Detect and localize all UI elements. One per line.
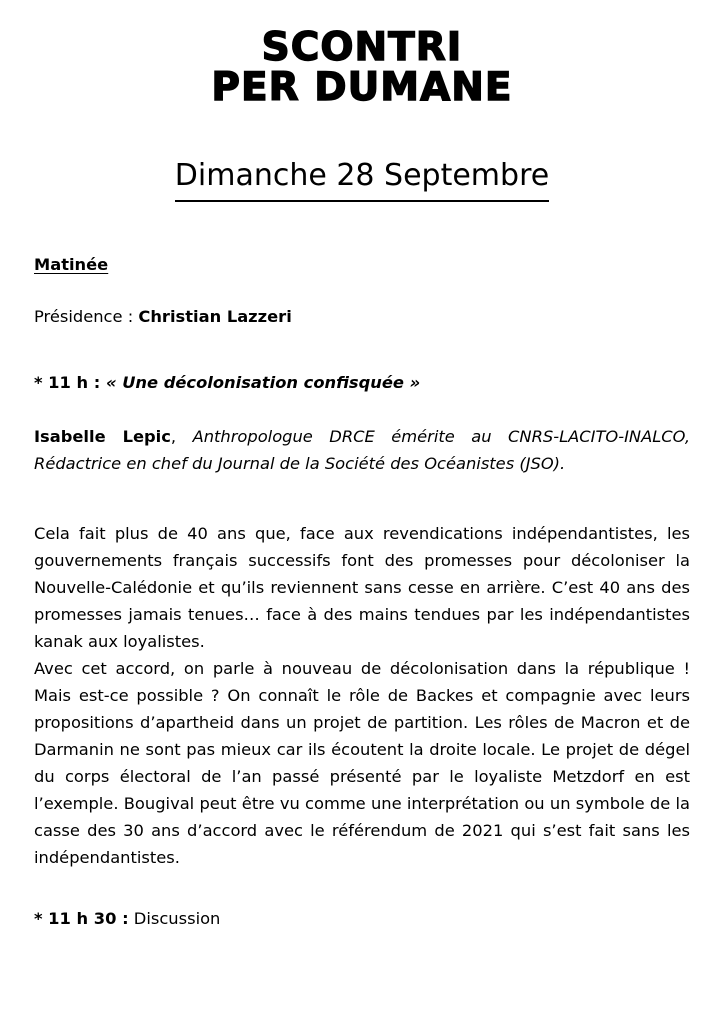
speaker-affiliation: Anthropologue DRCE émérite au CNRS-LACITO-INALCO, Rédactrice en chef du Journal de la Société des Océanistes (JSO). <box>34 427 690 473</box>
speaker-separator: , <box>170 427 193 446</box>
presidence-label: Présidence : <box>34 307 139 326</box>
session-heading: Matinée <box>34 255 109 274</box>
talk-title: « Une décolonisation confisquée » <box>105 373 421 392</box>
presidence-name: Christian Lazzeri <box>138 307 292 326</box>
discussion-label: Discussion <box>128 909 221 928</box>
discussion-time: * 11 h 30 : <box>34 909 129 928</box>
talk-time: * 11 h : <box>34 373 106 392</box>
title-line-1: SCONTRI <box>261 25 463 70</box>
talk-heading <box>34 369 690 396</box>
program-content <box>34 251 690 932</box>
speaker-name: Isabelle Lepic <box>34 427 171 446</box>
presidence-line <box>34 303 690 330</box>
date-text: Dimanche 28 Septembre <box>175 156 549 202</box>
title-line-2: PER DUMANE <box>211 65 513 110</box>
date-heading <box>0 156 724 202</box>
page-title <box>0 25 724 110</box>
speaker-line <box>34 423 690 477</box>
abstract-paragraph-2: Avec cet accord, on parle à nouveau de décolonisation dans la république ! Mais est-ce possible ? On connaît le rôle de Backes et compagnie avec leurs propositions d’apartheid dans un projet de partition. Les rôles de Macron et de Darmanin ne sont pas mieux car ils écoutent la droite locale. Le projet de dégel du corps électoral de l’an passé présenté par le loyaliste Metzdorf en est l’exemple. Bougival peut être vu comme une interprétation ou un symbole de la casse des 30 ans d’accord avec le référendum de 2021 qui s’est fait sans les indépendantistes. <box>34 659 690 867</box>
abstract-paragraph-1: Cela fait plus de 40 ans que, face aux revendications indépendantistes, les gouvernements français successifs font des promesses pour décoloniser la Nouvelle-Calédonie et qu’ils reviennent sans cesse en arrière. C’est 40 ans des promesses jamais tenues… face à des mains tendues par les indépendantistes kanak aux loyalistes. <box>34 524 690 651</box>
discussion-line <box>34 905 690 932</box>
